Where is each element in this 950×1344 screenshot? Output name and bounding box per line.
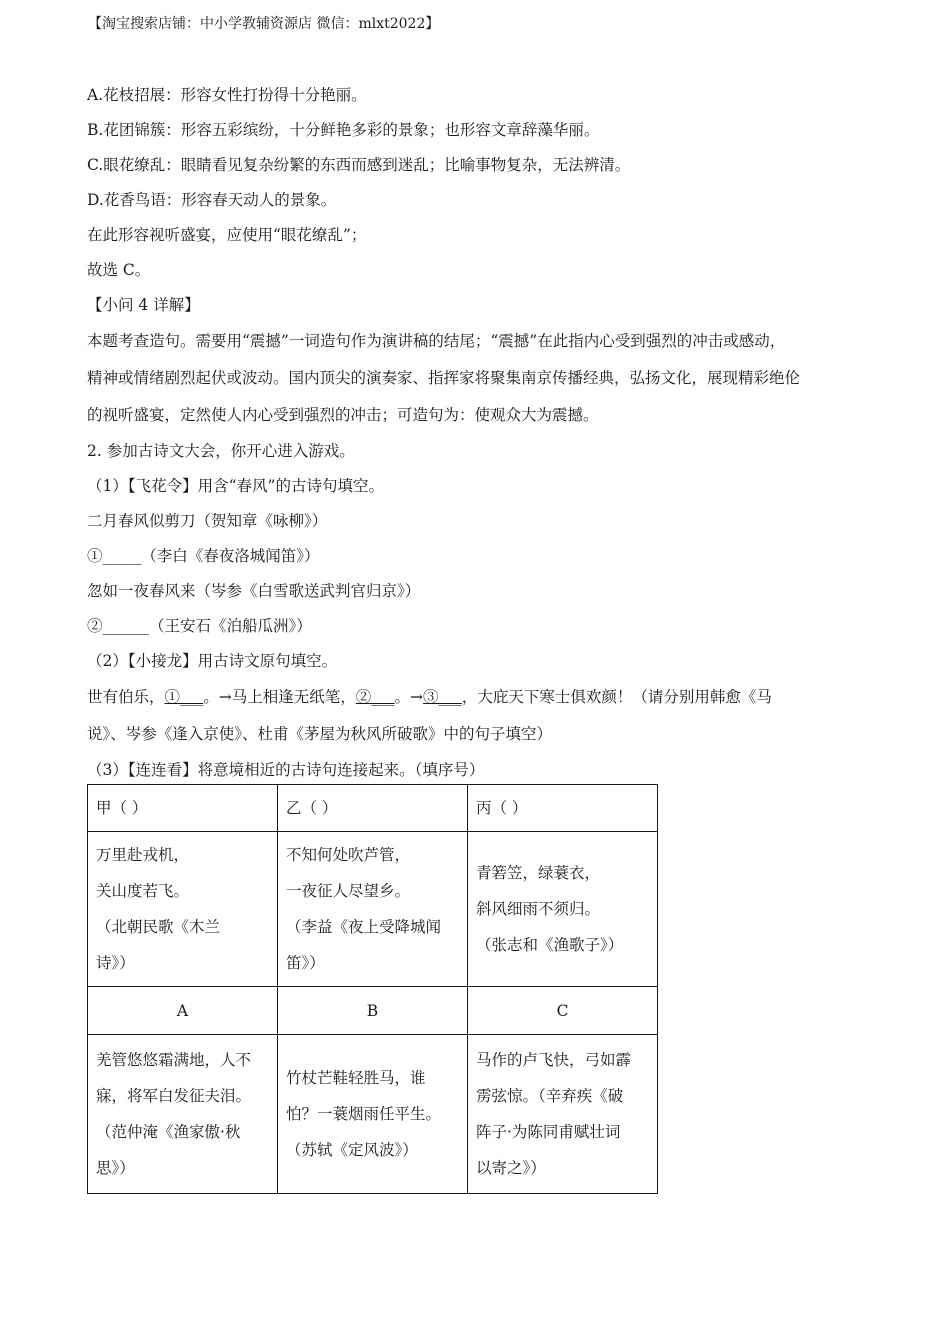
explanation-line: 的视听盛宴，定然使人内心受到强烈的冲击；可造句为：使观众大为震撼。	[87, 406, 599, 424]
relay-note: 说》、岑参《逢入京使》、杜甫《茅屋为秋风所破歌》中的句子填空）	[87, 725, 553, 743]
label-b: B	[278, 987, 468, 1035]
table-header-bing: 丙（ ）	[468, 785, 658, 832]
poem-cell-bing: 青箬笠，绿蓑衣， 斜风细雨不须归。 （张志和《渔歌子》）	[468, 832, 658, 987]
relay-text: 。→马上相逢无纸笔，	[203, 688, 356, 706]
poem-cell-a: 羌管悠悠霜满地，人不 寐，将军白发征夫泪。 （范仲淹《渔家傲·秋 思》）	[88, 1035, 278, 1194]
poem-line: 二月春风似剪刀（贺知章《咏柳》）	[87, 512, 328, 530]
relay-text: 。→	[394, 688, 424, 706]
table-header-yi: 乙（ ）	[278, 785, 468, 832]
page-header: 【淘宝搜索店铺：中小学教辅资源店 微信：mlxt2022】	[88, 16, 440, 32]
subquestion-3: （3）【连连看】将意境相近的古诗句连接起来。（填序号）	[87, 761, 485, 779]
document-body	[87, 78, 877, 788]
poem-cell-yi: 不知何处吹芦管， 一夜征人尽望乡。 （李益《夜上受降城闻 笛》）	[278, 832, 468, 987]
subquestion-2: （2）【小接龙】用古诗文原句填空。	[87, 652, 338, 670]
explanation-line: 本题考查造句。需要用“震撼”一词造句作为演讲稿的结尾；“震撼”在此指内心受到强烈的冲击或感动，	[87, 332, 786, 350]
option-b: B.花团锦簇：形容五彩缤纷，十分鲜艳多彩的景象；也形容文章辞藻华丽。	[87, 121, 600, 139]
option-c: C.眼花缭乱：眼睛看见复杂纷繁的东西而感到迷乱；比喻事物复杂，无法辨清。	[87, 156, 631, 174]
relay-line	[87, 679, 877, 716]
relay-blank-1: ①___	[164, 688, 204, 706]
label-c: C	[468, 987, 658, 1035]
blank-line-2: ②______（王安石《泊船瓜洲》）	[87, 617, 312, 635]
option-a: A.花枝招展：形容女性打扮得十分艳丽。	[87, 86, 367, 104]
poem-cell-b: 竹杖芒鞋轻胜马，谁 怕？一蓑烟雨任平生。 （苏轼《定风波》）	[278, 1035, 468, 1194]
explanation-line: 精神或情绪剧烈起伏或波动。国内顶尖的演奏家、指挥家将聚集南京传播经典，弘扬文化，展现精彩绝伦	[87, 369, 801, 387]
section-heading: 【小问 4 详解】	[87, 296, 200, 314]
poem-line: 忽如一夜春风来（岑参《白雪歌送武判官归京》）	[87, 582, 421, 600]
poem-cell-c: 马作的卢飞快，弓如霹 雳弦惊。（辛弃疾《破 阵子·为陈同甫赋壮词 以寄之》）	[468, 1035, 658, 1194]
relay-blank-2: ②___	[355, 688, 395, 706]
subquestion-1: （1）【飞花令】用含“春风”的古诗句填空。	[87, 477, 384, 495]
question-title: 2. 参加古诗文大会，你开心进入游戏。	[87, 442, 355, 460]
relay-text: 世有伯乐，	[87, 688, 165, 706]
label-a: A	[88, 987, 278, 1035]
relay-blank-3: ③___	[423, 688, 462, 706]
analysis-text: 在此形容视听盛宴，应使用“眼花缭乱”；	[87, 226, 367, 244]
option-d: D.花香鸟语：形容春天动人的景象。	[87, 191, 337, 209]
matching-table	[87, 784, 658, 1194]
relay-text: ，大庇天下寒士俱欢颜！（请分别用韩愈《马	[461, 688, 772, 706]
table-header-jia: 甲（ ）	[88, 785, 278, 832]
answer-text: 故选 C。	[87, 261, 151, 279]
blank-line-1: ①_____（李白《春夜洛城闻笛》）	[87, 547, 320, 565]
poem-cell-jia: 万里赴戎机， 关山度若飞。 （北朝民歌《木兰 诗》）	[88, 832, 278, 987]
